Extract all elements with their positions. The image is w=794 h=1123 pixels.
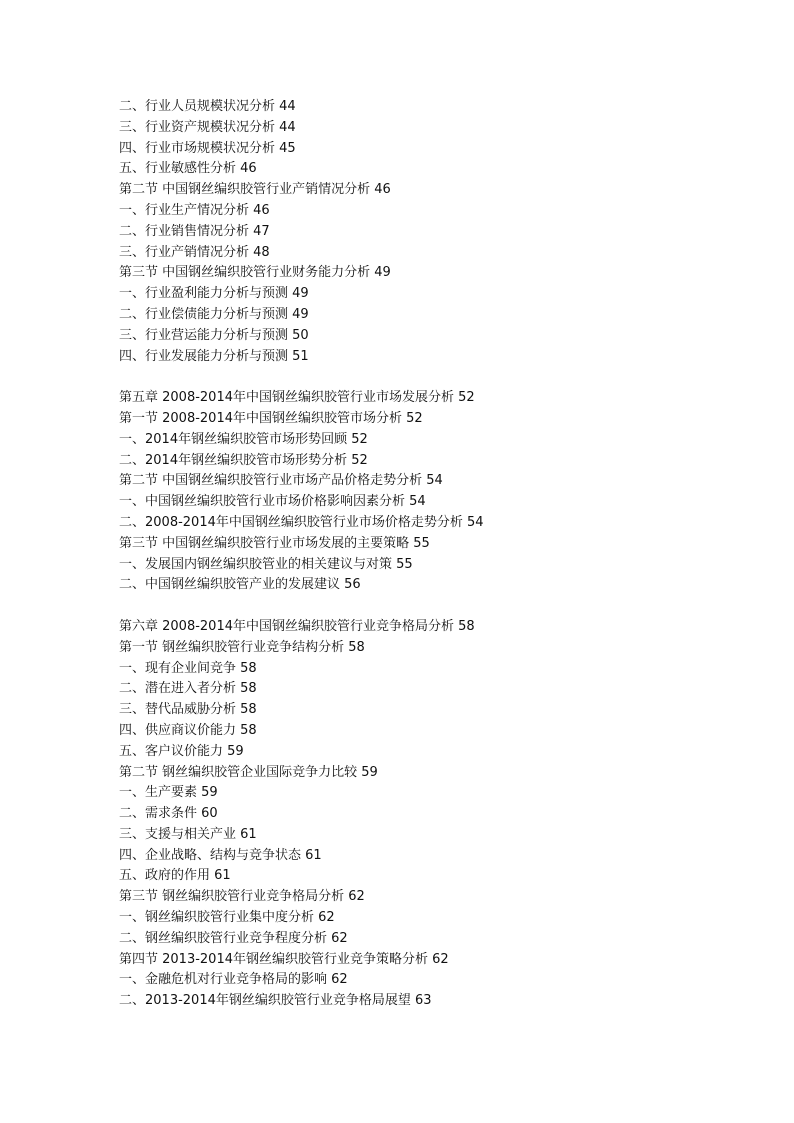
toc-line: 三、行业营运能力分析与预测 50 xyxy=(119,327,309,343)
toc-line: 一、金融危机对行业竞争格局的影响 62 xyxy=(119,972,348,988)
toc-line: 五、政府的作用 61 xyxy=(119,868,231,884)
toc-section: 第一节 钢丝编织胶管行业竞争结构分析 58 xyxy=(119,639,365,655)
toc-line: 一、钢丝编织胶管行业集中度分析 62 xyxy=(119,910,335,926)
toc-section: 第二节 中国钢丝编织胶管行业市场产品价格走势分析 54 xyxy=(119,473,443,489)
toc-line: 四、供应商议价能力 58 xyxy=(119,722,257,738)
toc-section: 第一节 2008-2014年中国钢丝编织胶管市场分析 52 xyxy=(119,410,423,426)
toc-line: 四、行业发展能力分析与预测 51 xyxy=(119,348,309,364)
toc-line: 二、2014年钢丝编织胶管市场形势分析 52 xyxy=(119,452,368,468)
toc-line: 二、中国钢丝编织胶管产业的发展建议 56 xyxy=(119,577,361,593)
toc-line: 二、行业人员规模状况分析 44 xyxy=(119,99,296,114)
toc-line: 三、替代品威胁分析 58 xyxy=(119,702,257,718)
toc-line: 一、现有企业间竞争 58 xyxy=(119,660,257,676)
toc-line: 一、发展国内钢丝编织胶管业的相关建议与对策 55 xyxy=(119,556,413,572)
toc-section: 第二节 钢丝编织胶管企业国际竞争力比较 59 xyxy=(119,764,378,780)
toc-line: 一、2014年钢丝编织胶管市场形势回顾 52 xyxy=(119,431,368,447)
toc-line: 一、行业盈利能力分析与预测 49 xyxy=(119,286,309,302)
toc-line: 二、2008-2014年中国钢丝编织胶管行业市场价格走势分析 54 xyxy=(119,514,484,530)
toc-line: 五、行业敏感性分析 46 xyxy=(119,161,257,177)
toc-section: 第二节 中国钢丝编织胶管行业产销情况分析 46 xyxy=(119,182,391,198)
toc-line: 二、行业偿债能力分析与预测 49 xyxy=(119,306,309,322)
spacer xyxy=(119,596,719,617)
toc-line: 二、2013-2014年钢丝编织胶管行业竞争格局展望 63 xyxy=(119,993,432,1009)
toc-section: 第三节 中国钢丝编织胶管行业财务能力分析 49 xyxy=(119,265,391,281)
toc-section: 第三节 中国钢丝编织胶管行业市场发展的主要策略 55 xyxy=(119,535,430,551)
toc-line: 二、行业销售情况分析 47 xyxy=(119,223,270,239)
toc-line: 四、企业战略、结构与竞争状态 61 xyxy=(119,847,322,863)
toc-chapter: 第五章 2008-2014年中国钢丝编织胶管行业市场发展分析 52 xyxy=(119,390,475,406)
toc-line: 三、行业资产规模状况分析 44 xyxy=(119,119,296,135)
toc-line: 二、需求条件 60 xyxy=(119,806,218,822)
toc-line: 一、中国钢丝编织胶管行业市场价格影响因素分析 54 xyxy=(119,494,426,510)
toc-line: 一、生产要素 59 xyxy=(119,785,218,801)
toc-page xyxy=(119,97,719,1012)
toc-line: 五、客户议价能力 59 xyxy=(119,743,244,759)
toc-line: 一、行业生产情况分析 46 xyxy=(119,202,270,218)
spacer xyxy=(119,367,719,388)
toc-line: 三、支援与相关产业 61 xyxy=(119,826,257,842)
toc-line: 三、行业产销情况分析 48 xyxy=(119,244,270,260)
toc-chapter: 第六章 2008-2014年中国钢丝编织胶管行业竞争格局分析 58 xyxy=(119,618,475,634)
toc-line: 二、潜在进入者分析 58 xyxy=(119,681,257,697)
toc-section: 第四节 2013-2014年钢丝编织胶管行业竞争策略分析 62 xyxy=(119,951,449,967)
toc-line: 二、钢丝编织胶管行业竞争程度分析 62 xyxy=(119,930,348,946)
toc-section: 第三节 钢丝编织胶管行业竞争格局分析 62 xyxy=(119,889,365,905)
toc-line: 四、行业市场规模状况分析 45 xyxy=(119,140,296,156)
